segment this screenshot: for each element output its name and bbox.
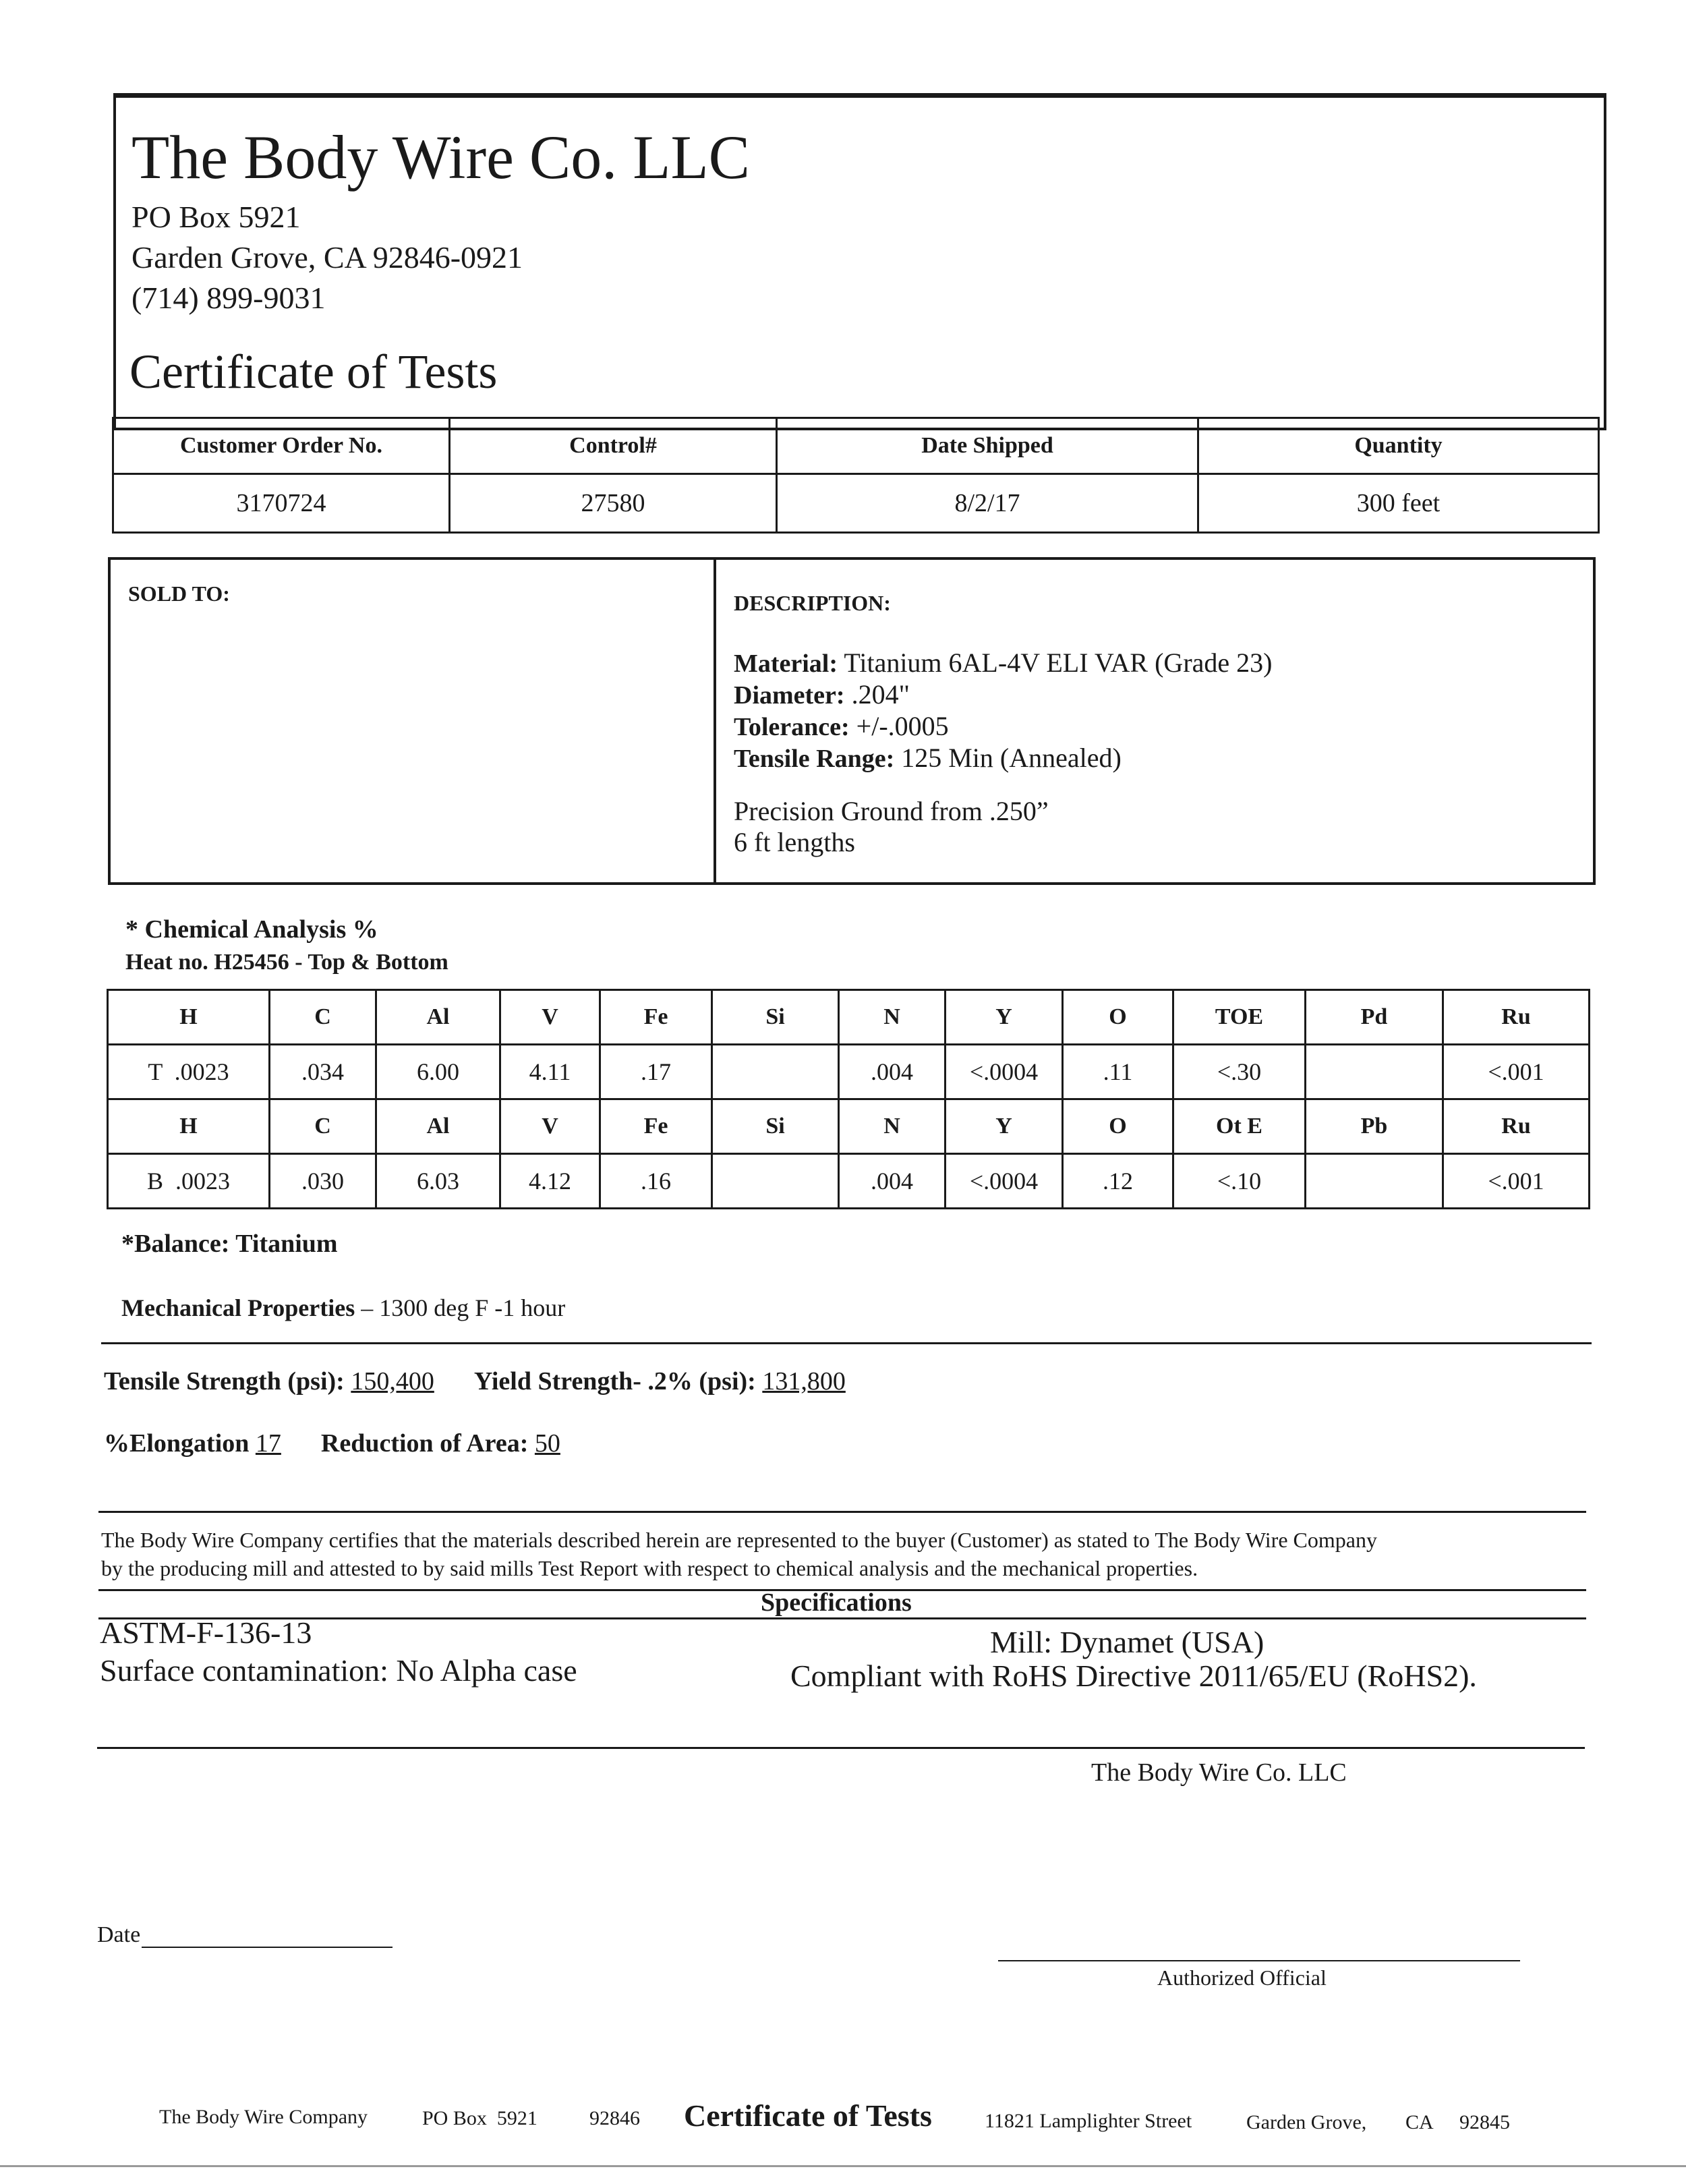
certification-line-1: The Body Wire Company certifies that the materials described herein are represented to the buyer (Customer) as stated to The Body Wire Company (101, 1528, 1377, 1552)
chem-cell: 6.03 (376, 1154, 500, 1209)
order-date-shipped-value: 8/2/17 (777, 474, 1198, 533)
description-notes (734, 796, 1049, 858)
date-line (142, 1947, 393, 1948)
chem-header-cell: Ot E (1173, 1099, 1306, 1154)
specifications-rule (98, 1617, 1586, 1619)
order-header-row (113, 418, 1599, 474)
rohs-compliance: Compliant with RoHS Directive 2011/65/EU (RoHS2). (790, 1659, 1477, 1693)
chemical-analysis-title: * Chemical Analysis % (125, 915, 378, 944)
address-line-city: Garden Grove, CA 92846-0921 (132, 240, 523, 275)
chemical-analysis-table (107, 989, 1590, 1209)
chem-cell: B .0023 (108, 1154, 270, 1209)
authorized-official-line (998, 1960, 1520, 1961)
chem-cell: .12 (1063, 1154, 1173, 1209)
chem-header-cell: N (839, 1099, 946, 1154)
chem-cell: 4.12 (500, 1154, 600, 1209)
mechanical-properties-line (121, 1294, 565, 1322)
chem-header-cell: C (270, 1099, 376, 1154)
chem-cell (712, 1045, 839, 1099)
surface-contamination: Surface contamination: No Alpha case (100, 1653, 577, 1688)
heat-number: Heat no. H25456 - Top & Bottom (125, 950, 448, 975)
tensile-range-line (734, 743, 1272, 774)
chem-header-cell: Si (712, 1099, 839, 1154)
footer-title: Certificate of Tests (684, 2098, 932, 2133)
chem-cell: .16 (600, 1154, 712, 1209)
chem-cell: <.001 (1443, 1154, 1590, 1209)
chem-header-cell: Ru (1443, 1099, 1590, 1154)
mechanical-divider (101, 1342, 1592, 1344)
chem-cell: T .0023 (108, 1045, 270, 1099)
mill-spec: Mill: Dynamet (USA) (990, 1625, 1264, 1659)
chem-cell: .004 (839, 1045, 946, 1099)
chem-header-cell: Fe (600, 1099, 712, 1154)
footer-po-box: PO Box 5921 (422, 2107, 537, 2129)
order-header-quantity: Quantity (1198, 418, 1599, 474)
order-quantity-value: 300 feet (1198, 474, 1599, 533)
elongation-value: 17 (255, 1429, 281, 1458)
material-label: Material: (734, 650, 838, 678)
order-customer-order-value: 3170724 (113, 474, 450, 533)
chem-header-cell: Si (712, 990, 839, 1045)
strength-line (104, 1367, 846, 1396)
order-header-control: Control# (450, 418, 777, 474)
diameter-label: Diameter: (734, 681, 845, 710)
chem-cell: <.10 (1173, 1154, 1306, 1209)
chem-cell (1306, 1154, 1443, 1209)
chem-cell: .034 (270, 1045, 376, 1099)
tolerance-label: Tolerance: (734, 713, 850, 741)
chem-header-cell: H (108, 1099, 270, 1154)
order-header-date-shipped: Date Shipped (777, 418, 1198, 474)
description-details (734, 648, 1272, 774)
address-line-phone: (714) 899-9031 (132, 281, 326, 315)
certificate-title: Certificate of Tests (129, 345, 498, 399)
chem-header-cell: V (500, 990, 600, 1045)
yield-strength-label: Yield Strength- .2% (psi): (473, 1367, 756, 1396)
mechanical-properties-label: Mechanical Properties (121, 1294, 355, 1321)
signature-top-rule (97, 1747, 1585, 1749)
chem-cell: .004 (839, 1154, 946, 1209)
certification-line-2: by the producing mill and attested to by said mills Test Report with respect to chemical analysis and the mechanical properties. (101, 1556, 1198, 1580)
chem-cell: 4.11 (500, 1045, 600, 1099)
chem-header-cell: Y (946, 990, 1063, 1045)
chem-header-cell: V (500, 1099, 600, 1154)
chem-header-cell: N (839, 990, 946, 1045)
chem-row-top (108, 1045, 1590, 1099)
tensile-range-label: Tensile Range: (734, 745, 895, 773)
order-header-customer-order: Customer Order No. (113, 418, 450, 474)
specifications-title: Specifications (761, 1588, 912, 1617)
sold-to-divider (714, 560, 716, 882)
page-bottom-edge (0, 2165, 1686, 2167)
footer-company: The Body Wire Company (159, 2106, 368, 2128)
chem-row-bottom (108, 1154, 1590, 1209)
chem-header-row-top (108, 990, 1590, 1045)
footer-zip-2: 92845 (1459, 2111, 1510, 2133)
footer-zip-1: 92846 (589, 2107, 640, 2129)
elongation-line (104, 1429, 560, 1458)
material-value: Titanium 6AL-4V ELI VAR (Grade 23) (844, 648, 1273, 678)
chem-header-row-bottom (108, 1099, 1590, 1154)
chem-cell: .17 (600, 1045, 712, 1099)
lengths-note: 6 ft lengths (734, 827, 855, 857)
mechanical-properties-condition: – 1300 deg F -1 hour (355, 1294, 566, 1321)
date-label: Date (97, 1922, 141, 1947)
reduction-of-area-value: 50 (534, 1429, 560, 1458)
address-line-po-box: PO Box 5921 (132, 200, 301, 234)
certification-text (101, 1526, 1377, 1582)
signature-company: The Body Wire Co. LLC (1091, 1758, 1347, 1787)
chem-header-cell: TOE (1173, 990, 1306, 1045)
chem-header-cell: O (1063, 990, 1173, 1045)
diameter-value: .204" (851, 679, 910, 710)
certification-top-rule (98, 1511, 1586, 1513)
order-table (112, 417, 1600, 534)
chem-cell (1306, 1045, 1443, 1099)
chem-header-cell: C (270, 990, 376, 1045)
reduction-of-area-label: Reduction of Area: (320, 1429, 529, 1458)
tensile-strength-label: Tensile Strength (psi): (104, 1367, 345, 1396)
tensile-strength-value: 150,400 (351, 1367, 434, 1396)
chem-cell: <.001 (1443, 1045, 1590, 1099)
chem-cell: .11 (1063, 1045, 1173, 1099)
chem-cell: <.0004 (946, 1045, 1063, 1099)
chem-header-cell: Pd (1306, 990, 1443, 1045)
chem-cell: .030 (270, 1154, 376, 1209)
description-label: DESCRIPTION: (734, 591, 891, 615)
tolerance-value: +/-.0005 (856, 711, 949, 741)
order-control-value: 27580 (450, 474, 777, 533)
chem-header-cell: H (108, 990, 270, 1045)
yield-strength-value: 131,800 (762, 1367, 846, 1396)
tensile-range-value: 125 Min (Annealed) (901, 743, 1122, 773)
order-value-row (113, 474, 1599, 533)
chem-cell: <.0004 (946, 1154, 1063, 1209)
chem-header-cell: Al (376, 1099, 500, 1154)
chem-cell: 6.00 (376, 1045, 500, 1099)
chem-cell: <.30 (1173, 1045, 1306, 1099)
footer-city: Garden Grove, (1246, 2111, 1367, 2133)
material-line (734, 648, 1272, 679)
address-block (132, 197, 523, 318)
authorized-official-label: Authorized Official (1157, 1965, 1327, 1990)
chem-header-cell: Fe (600, 990, 712, 1045)
chem-header-cell: Al (376, 990, 500, 1045)
chem-header-cell: Y (946, 1099, 1063, 1154)
tolerance-line (734, 711, 1272, 743)
chem-header-cell: Ru (1443, 990, 1590, 1045)
footer-street: 11821 Lamplighter Street (985, 2110, 1192, 2132)
company-name: The Body Wire Co. LLC (132, 123, 751, 192)
elongation-label: %Elongation (104, 1429, 250, 1458)
chem-header-cell: O (1063, 1099, 1173, 1154)
astm-spec: ASTM-F-136-13 (100, 1615, 312, 1650)
chem-header-cell: Pb (1306, 1099, 1443, 1154)
sold-to-label: SOLD TO: (128, 581, 230, 606)
footer-state: CA (1405, 2111, 1434, 2133)
balance-note: *Balance: Titanium (121, 1230, 338, 1258)
precision-ground-note: Precision Ground from .250” (734, 796, 1049, 826)
chem-cell (712, 1154, 839, 1209)
diameter-line (734, 679, 1272, 711)
